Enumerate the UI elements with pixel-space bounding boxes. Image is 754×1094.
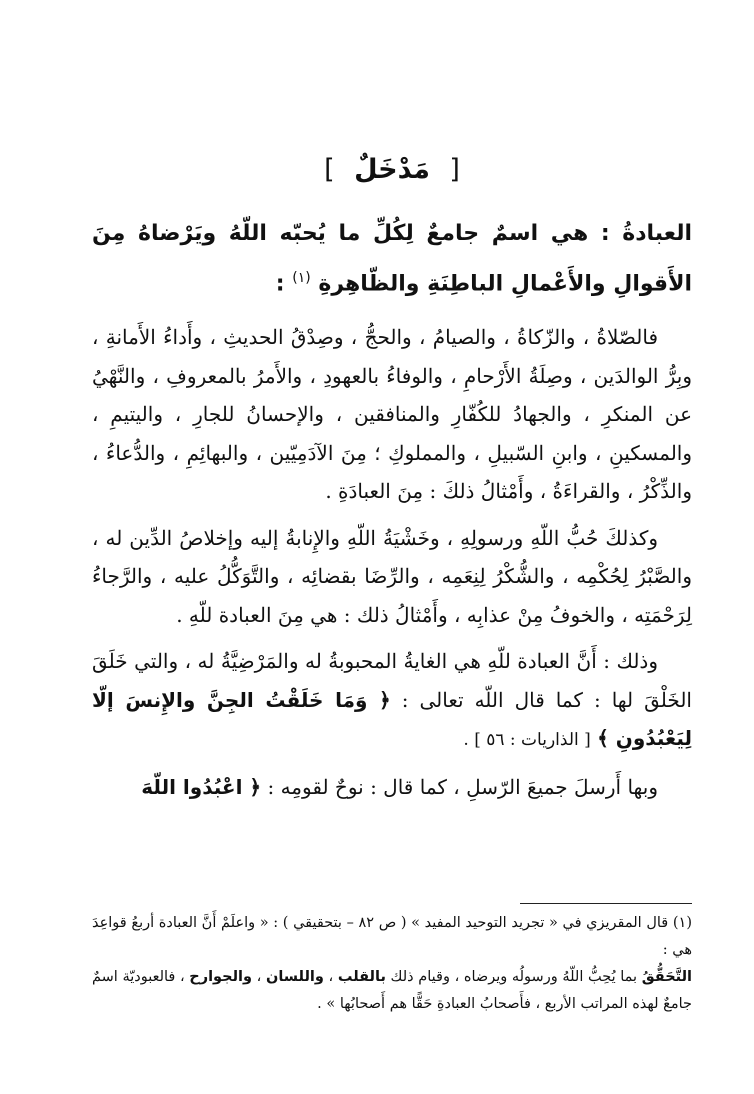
paragraph-heart-worship: وكذلكَ حُبُّ اللّهِ ورسولِهِ ، وخَشْيَةُ اللّهِ والإِنابةُ إليه وإخلاصُ الدِّين له ، والصَّبْرُ لِحُكْمِه ، والشُّكْرُ لِنِعَمِه ، والرِّضَا بقضائِه ، والتَّوَكُّلُ عليه ، والرَّجاءُ لِرَحْمَتِه ، والخوفُ مِنْ عذابِه ، وأَمْثالُ ذلك : هي مِنَ العبادة للّهِ . <box>92 525 692 627</box>
footnote <box>92 910 692 1018</box>
title-bracket-close: ] <box>324 154 335 185</box>
footnote-keyword: بالقلب <box>337 969 386 985</box>
footnote-keyword: واللسان <box>265 969 324 985</box>
footnote-marker: (١) <box>292 270 311 286</box>
paragraph-messengers <box>92 768 692 807</box>
footnote-separator: ، <box>323 969 338 985</box>
quran-verse: ﴿ اعْبُدُوا اللّهَ <box>141 774 262 799</box>
footnote-keyword: والجوارح <box>189 969 253 985</box>
paragraph-acts-of-worship: فالصّلاةُ ، والزّكاةُ ، والصيامُ ، والحجُّ ، وصِدْقُ الحديثِ ، وأَداءُ الأَمانةِ ، وبِرُّ الوالدَين ، وصِلَةُ الأَرْحامِ ، والوفاءُ بالعهودِ ، والأَمرُ بالمعروفِ ، والنَّهْيُ عن المنكرِ ، والجهادُ للكُفّارِ والمنافقين ، والإحسانُ للجارِ ، واليتيمِ ، والمسكينِ ، وابنِ السّبيلِ ، والمملوكِ ؛ مِنَ الآدَمِيّين ، والبهائِمِ ، والدُّعاءُ ، والذِّكْرُ ، والقراءَةُ ، وأَمْثالُ ذلكَ : مِنَ العبادَةِ . <box>92 325 693 504</box>
definition-paragraph <box>92 212 692 306</box>
title-bracket-open: [ <box>449 154 460 185</box>
footnote-text: بما يُحِبُّ اللّهُ ورسولُه ويرضاه ، وقيام ذلك <box>385 969 642 985</box>
footnote-text: ، فالعبوديّة اسمٌ جامعٌ لهذه المراتب الأربع ، فأَصحابُ العبادةِ حَقًّا هم أَصحابُها » . <box>92 969 692 1012</box>
definition-text: العبادةُ : هي اسمٌ جامعٌ لِكُلِّ ما يُحبّه اللّهُ ويَرْضاهُ مِنَ الأَقوالِ والأَعْمالِ الباطِنَةِ والظّاهِرةِ <box>92 221 692 297</box>
footnote-divider <box>520 903 692 904</box>
quran-verse: ﴿ وَمَا خَلَقْتُ الجِنَّ والإِنسَ إلّا لِيَعْبُدُونِ ﴾ <box>92 687 692 751</box>
definition-tail: : <box>275 271 285 297</box>
section-title <box>92 150 692 190</box>
footnote-line: (١) قال المقريزي في « تجريد التوحيد المفيد » ( ص ٨٢ – بتحقيقي ) : « واعلَمْ أَنَّ العبادة أربعُ قواعِدَ هي : <box>92 915 692 958</box>
title-text: مَدْخَلٌ <box>354 154 430 185</box>
footnote-separator: ، <box>252 969 266 985</box>
verse-reference: [ الذاريات : ٥٦ ] . <box>463 730 591 751</box>
paragraph-text: وذلك : أَنَّ العبادة للّهِ هي الغايةُ المحبوبةُ له والمَرْضِيَّةُ له ، والتي خَلَقَ الخَلْقَ لها : كما قال اللّه تعالى : <box>92 649 692 712</box>
paragraph-purpose-of-creation <box>92 642 692 760</box>
paragraph-text: وبها أَرسلَ جميعَ الرّسلِ ، كما قال : نوحٌ لقومِه : <box>261 774 658 799</box>
page-body <box>92 150 692 814</box>
footnote-keyword: التَّحَقُّقُ <box>641 969 692 985</box>
